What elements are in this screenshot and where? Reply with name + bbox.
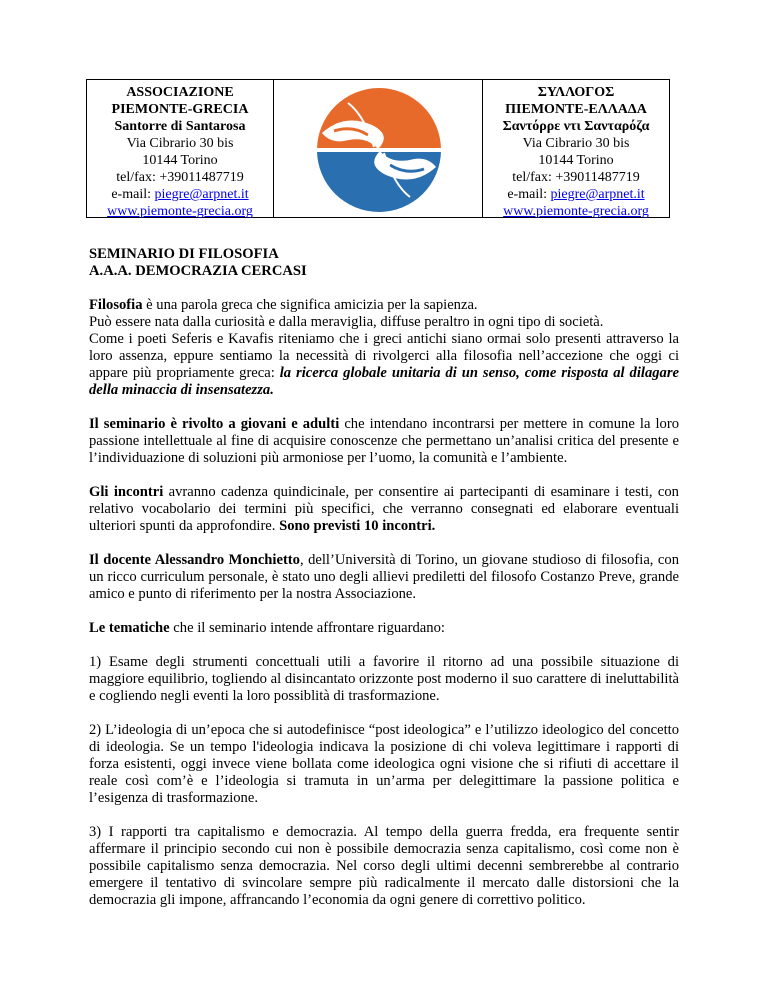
address-city: 10144 Torino xyxy=(538,153,614,168)
paragraph-meetings xyxy=(89,484,679,535)
p5-text: che il seminario intende affrontare riguardano: xyxy=(169,620,445,636)
email-link[interactable]: piegre@arpnet.it xyxy=(154,187,249,202)
paragraph-teacher xyxy=(89,552,679,603)
p1-text3: Come i poeti Seferis e Kavafis riteniamo che i greci antichi siano ormai solo presenti attraverso la loro assenza, eppure sentiamo la necessità di rivolgerci alla filosofia nell’accezione che oggi ci appare più propriamente greca: xyxy=(89,331,679,381)
title-line1: SEMINARIO DI FILOSOFIA xyxy=(89,246,279,262)
seminar-title xyxy=(89,246,679,280)
logo-cell xyxy=(274,79,482,218)
paragraph-topics-intro xyxy=(89,620,679,637)
topic-3: 3) I rapporti tra capitalismo e democrazia. Al tempo della guerra fredda, era frequente sentir affermare il principio secondo cui non è possibile democrazia senza capitalismo, così come non è possibile capitalismo senza democrazia. Nel corso degli ultimi decenni sembrerebbe al contrario emergere il tentativo di svincolare sempre più radicalmente il mercato dalle distorsioni che la democrazia gli impone, affrancando l’economia da ogni genere di correttivo politico. xyxy=(89,824,679,908)
association-name-line1: ASSOCIAZIONE xyxy=(126,85,234,100)
website-link[interactable]: www.piemonte-grecia.org xyxy=(107,204,253,219)
p1-emphasis: la ricerca globale unitaria di un senso, come risposta al dilagare della minaccia di insensatezza. xyxy=(89,365,679,398)
address-street: Via Cibrario 30 bis xyxy=(126,136,234,151)
letterhead xyxy=(86,79,681,220)
association-name-line2: PIEMONTE-GRECIA xyxy=(111,102,249,117)
p5-bold: Le tematiche xyxy=(89,620,170,636)
email-link[interactable]: piegre@arpnet.it xyxy=(550,187,645,202)
p1-text1: è una parola greca che significa amicizia per la sapienza. xyxy=(142,297,478,313)
association-name-line2-greek: ΠΙΕΜΟΝΤΕ-ΕΛΛΑΔΑ xyxy=(505,102,647,117)
title-line2: A.A.A. DEMOCRAZIA CERCASI xyxy=(89,263,307,279)
italian-address-box xyxy=(86,79,274,218)
document-body xyxy=(89,246,679,926)
phone: tel/fax: +39011487719 xyxy=(512,170,640,185)
website-link[interactable]: www.piemonte-grecia.org xyxy=(503,204,649,219)
p3-bold: Gli incontri xyxy=(89,484,164,500)
p4-bold: Il docente Alessandro Monchietto xyxy=(89,552,300,568)
address-street: Via Cibrario 30 bis xyxy=(522,136,630,151)
topic-2: 2) L’ideologia di un’epoca che si autodefinisce “post ideologica” e l’utilizzo ideologico del concetto di ideologia. Se un tempo l'ideologia indicava la posizione di chi voleva legittimare i rapporti di forza esistenti, oggi invece viene bollata come ideologica ogni visione che si rifiuti di accettare il reale così com’è e l’ideologia si tramuta in un’arma per delegittimare la passione politica e l’esigenza di trasformazione. xyxy=(89,722,679,806)
address-city: 10144 Torino xyxy=(142,153,218,168)
email-row xyxy=(483,186,669,203)
greek-address-box xyxy=(482,79,670,218)
association-name-line1-greek: ΣΥΛΛΟΓΟΣ xyxy=(537,85,615,100)
email-label: e-mail: xyxy=(507,187,551,202)
topic-1: 1) Esame degli strumenti concettuali utili a favorire il ritorno ad una possibile situazione di maggiore equilibrio, togliendo al disincantato orizzonte post moderno il suo carattere di ineluttabilità e cogliendo negli eventi la loro possiblità di trasformazione. xyxy=(89,654,679,704)
phone: tel/fax: +39011487719 xyxy=(116,170,244,185)
paragraph-audience xyxy=(89,416,679,467)
association-logo xyxy=(314,85,444,215)
p1-bold: Filosofia xyxy=(89,297,143,313)
association-subtitle-greek: Σαντόρρε ντι Σανταρόζα xyxy=(502,119,650,134)
email-label: e-mail: xyxy=(111,187,155,202)
p2-bold: Il seminario è rivolto a giovani e adulti xyxy=(89,416,340,432)
p2-text: che intendano incontrarsi per mettere in comune la loro passione intellettuale al fine di acquisire conoscenze che permettano un’analisi critica del presente e l’individuazione di soluzioni più armoniose per l’uomo, la comunità e l’ambiente. xyxy=(89,416,679,466)
p4-text: , dell’Università di Torino, un giovane studioso di filosofia, con un ricco curriculum personale, è stato uno degli allievi prediletti del filosofo Costanzo Preve, grande amico e punto di riferimento per la nostra Associazione. xyxy=(89,552,679,602)
p3-text: avranno cadenza quindicinale, per consentire ai partecipanti di esaminare i testi, con relativo vocabolario dei termini più specifici, che verranno consegnati ed elaborare eventuali ulteriori spunti da approfondire. xyxy=(89,484,679,534)
association-subtitle: Santorre di Santarosa xyxy=(114,119,246,134)
p3-bold2: Sono previsti 10 incontri. xyxy=(279,518,436,534)
email-row xyxy=(87,186,273,203)
p1-text2: Può essere nata dalla curiosità e dalla meraviglia, diffuse peraltro in ogni tipo di società. xyxy=(89,314,604,330)
paragraph-intro xyxy=(89,297,679,399)
